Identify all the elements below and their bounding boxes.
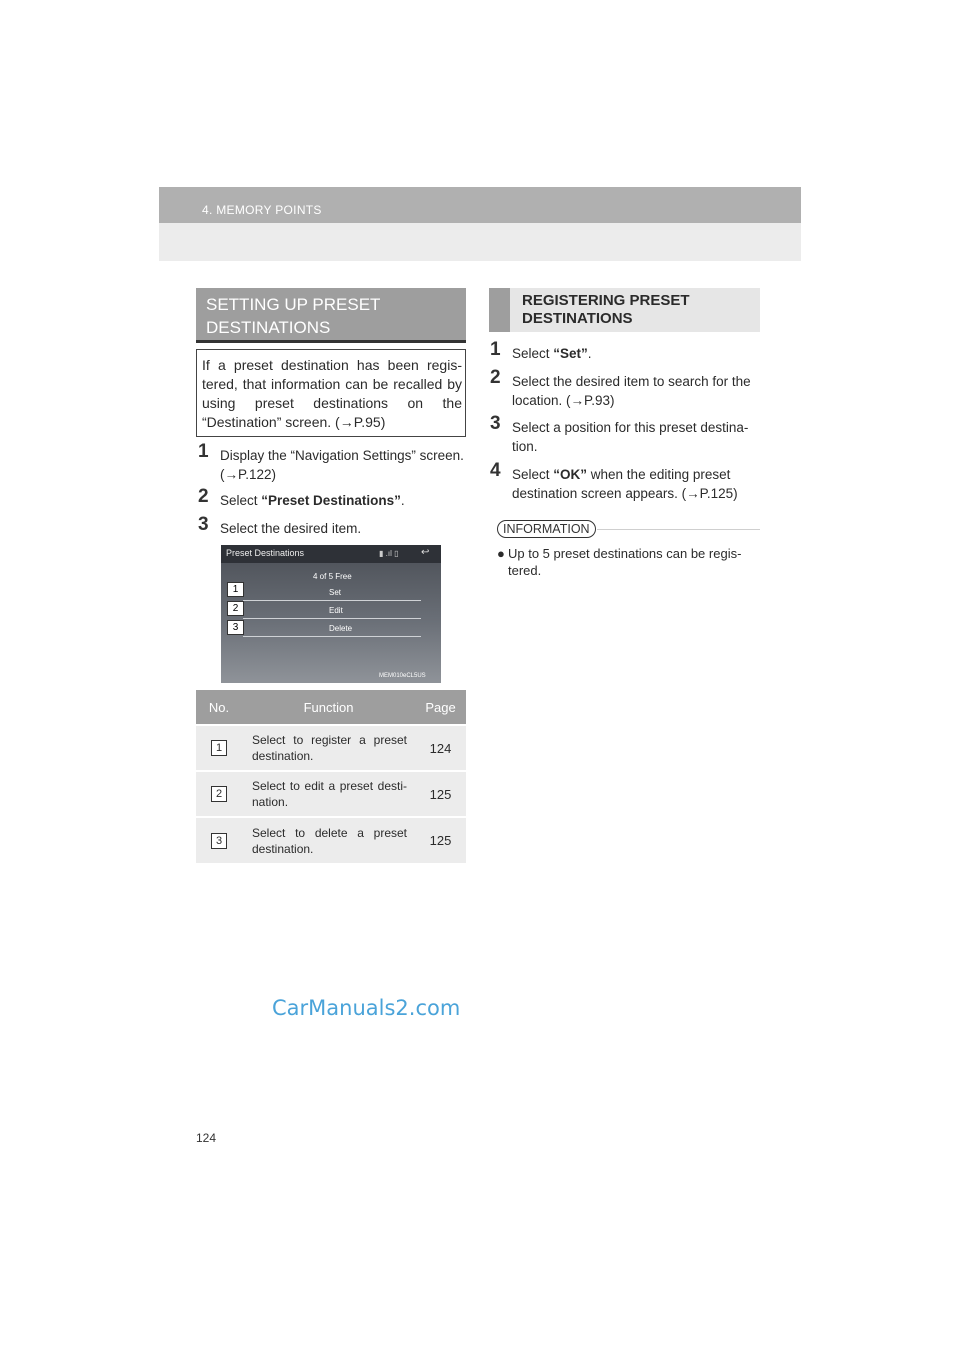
table-row — [196, 725, 466, 771]
step-text-after: . — [400, 493, 405, 508]
screen-row-edit — [243, 603, 421, 619]
step-text-before: Select — [512, 346, 554, 361]
step-text — [512, 344, 592, 363]
row-function: Select to delete a preset destination. — [242, 817, 415, 863]
row-function: Select to edit a preset desti-nation. — [242, 771, 415, 817]
row-label: Delete — [329, 624, 353, 633]
row-page: 124 — [415, 725, 466, 771]
step-text — [220, 491, 405, 510]
row-number — [196, 771, 242, 817]
callout-2: 2 — [227, 601, 244, 616]
header-no: No. — [196, 690, 242, 725]
preset-destinations-screenshot — [221, 545, 441, 683]
page-header — [159, 187, 801, 261]
header-function: Function — [242, 690, 415, 725]
step-text-bold: “Set” — [553, 346, 588, 361]
step-text-bold: “OK” — [553, 467, 588, 482]
section-title: REGISTERING PRESET DESTINATIONS — [522, 292, 690, 327]
row-page: 125 — [415, 817, 466, 863]
row-label: Set — [329, 588, 342, 597]
function-table — [196, 690, 466, 863]
back-icon: ↩ — [421, 547, 430, 558]
header-page: Page — [415, 690, 466, 725]
step-number: 2 — [490, 367, 501, 388]
step-number: 2 — [198, 486, 209, 507]
row-page: 125 — [415, 771, 466, 817]
information-label: INFORMATION — [497, 520, 596, 538]
row-function: Select to register a preset destination. — [242, 725, 415, 771]
step-text-bold: “Preset Destinations” — [261, 493, 401, 508]
bullet-icon: ● — [497, 546, 505, 561]
step-text: Display the “Navigation Settings” screen. (→P.122) — [220, 448, 464, 482]
watermark: CarManuals2.com — [272, 996, 461, 1020]
step-text: Select a position for this preset destina-tion. — [512, 420, 749, 454]
row-number — [196, 725, 242, 771]
bullet-text: Up to 5 preset destinations can be regis-tered. — [508, 546, 742, 578]
step-text: Select the desired item. — [220, 521, 362, 536]
step-text-after: . — [587, 346, 592, 361]
section-heading-registering — [489, 288, 760, 332]
callout-3: 3 — [227, 620, 244, 635]
step-text-before: Select — [220, 493, 262, 508]
screen-row-delete — [243, 621, 421, 637]
step-text: Select the desired item to search for the location. (→P.93) — [512, 374, 751, 408]
intro-box — [196, 349, 466, 437]
table-header-row — [196, 690, 466, 725]
screen-row-set — [243, 585, 421, 601]
section-title: SETTING UP PRESET DESTINATIONS — [206, 295, 381, 337]
step-number: 1 — [198, 441, 209, 462]
step-text-after: when the editing preset destination screen appears. (→P.125) — [512, 467, 738, 501]
step-number: 4 — [490, 460, 501, 481]
page-number: 124 — [196, 1131, 217, 1145]
callout-1: 1 — [227, 582, 244, 597]
heading-tab — [489, 288, 510, 332]
step-number: 3 — [490, 413, 501, 434]
number-box: 1 — [211, 740, 227, 756]
step-text-before: Select — [512, 467, 554, 482]
chapter-title: 4. MEMORY POINTS — [202, 203, 322, 217]
number-box: 3 — [211, 833, 227, 849]
table-row — [196, 771, 466, 817]
intro-text: If a preset destination has been regis-tered, that information can be recalled by using preset destinations on the “Destination” screen. (→P.95) — [202, 357, 462, 430]
information-divider — [597, 529, 760, 530]
signal-icon: ▮ .ıl ▯ — [379, 549, 399, 558]
free-count: 4 of 5 Free — [313, 572, 352, 581]
section-heading-setting-up — [196, 288, 466, 343]
row-label: Edit — [329, 606, 343, 615]
screen-title: Preset Destinations — [226, 548, 305, 558]
step-number: 1 — [490, 339, 501, 360]
row-number — [196, 817, 242, 863]
table-row — [196, 817, 466, 863]
step-number: 3 — [198, 514, 209, 535]
image-code: MEM010eCL5US — [379, 673, 426, 679]
number-box: 2 — [211, 786, 227, 802]
step-text — [512, 465, 760, 503]
